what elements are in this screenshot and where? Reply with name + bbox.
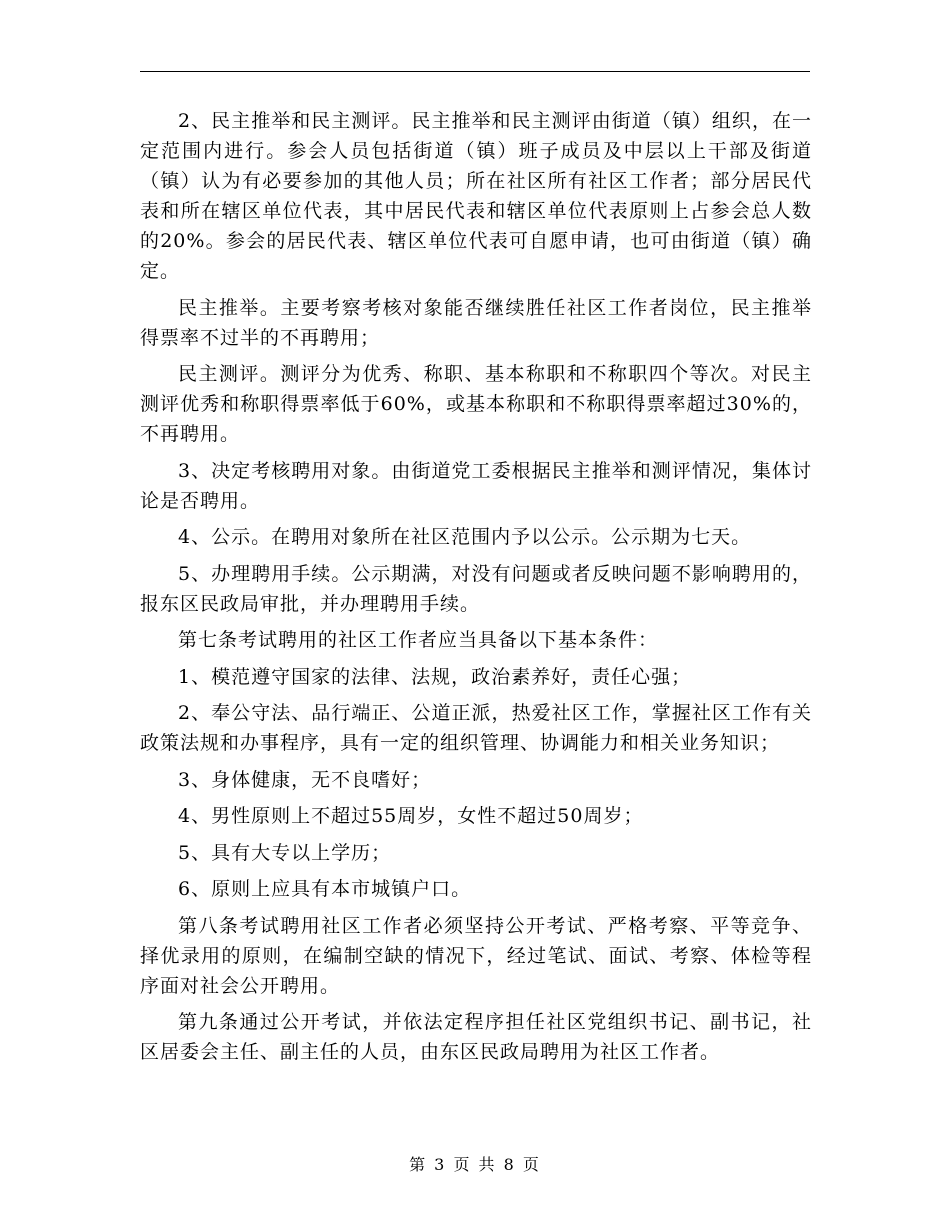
paragraph: 第八条考试聘用社区工作者必须坚持公开考试、严格考察、平等竞争、择优录用的原则，在编制空缺的情况下，经过笔试、面试、考察、体检等程序面对社会公开聘用。: [140, 914, 812, 997]
page-number: 第 3 页 共 8 页: [409, 1155, 541, 1174]
paragraph: 第七条考试聘用的社区工作者应当具备以下基本条件：: [178, 629, 659, 651]
document-body: [140, 106, 812, 1074]
paragraph: 2、民主推举和民主测评。民主推举和民主测评由街道（镇）组织，在一定范围内进行。参会人员包括街道（镇）班子成员及中层以上干部及街道（镇）认为有必要参加的其他人员；所在社区所有社区工作者；部分居民代表和所在辖区单位代表，其中居民代表和辖区单位代表原则上占参会总人数的20%。参会的居民代表、辖区单位代表可自愿申请，也可由街道（镇）确定。: [140, 110, 812, 282]
paragraph: 3、身体健康，无不良嗜好；: [178, 768, 432, 791]
paragraph: 2、奉公守法、品行端正、公道正派，热爱社区工作，掌握社区工作有关政策法规和办事程序，具有一定的组织管理、协调能力和相关业务知识；: [140, 702, 812, 754]
paragraph: 4、男性原则上不超过55周岁，女性不超过50周岁；: [178, 805, 644, 827]
header-rule: [140, 71, 810, 72]
paragraph: 1、模范遵守国家的法律、法规，政治素养好，责任心强；: [178, 665, 692, 688]
paragraph: 第九条通过公开考试，并依法定程序担任社区党组织书记、副书记，社区居委会主任、副主任的人员，由东区民政局聘用为社区工作者。: [140, 1011, 812, 1063]
paragraph: 6、原则上应具有本市城镇户口。: [178, 878, 472, 900]
paragraph: 5、具有大专以上学历；: [178, 841, 392, 864]
paragraph: 民主推举。主要考察考核对象能否继续胜任社区工作者岗位，民主推举得票率不过半的不再聘用；: [140, 296, 812, 349]
paragraph: 3、决定考核聘用对象。由街道党工委根据民主推举和测评情况，集体讨论是否聘用。: [140, 459, 812, 512]
paragraph: 民主测评。测评分为优秀、称职、基本称职和不称职四个等次。对民主测评优秀和称职得票率低于60%，或基本称职和不称职得票率超过30%的，不再聘用。: [140, 363, 812, 445]
paragraph: 5、办理聘用手续。公示期满，对没有问题或者反映问题不影响聘用的，报东区民政局审批，并办理聘用手续。: [140, 562, 812, 615]
paragraph: 4、公示。在聘用对象所在社区范围内予以公示。公示期为七天。: [178, 526, 752, 548]
